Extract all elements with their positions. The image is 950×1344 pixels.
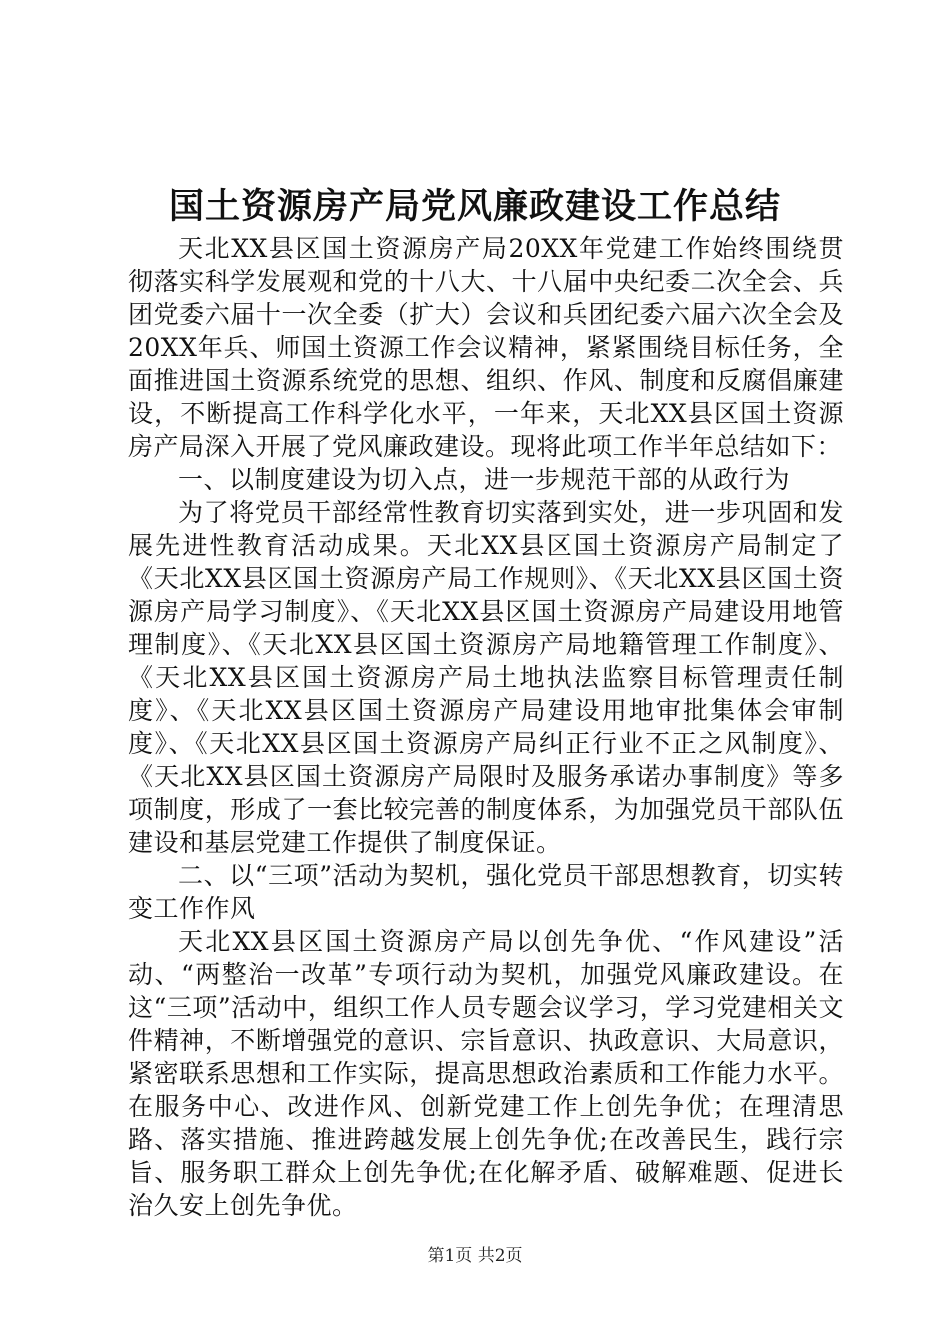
page-footer: 第1页 共2页 — [427, 1246, 523, 1266]
section-2-paragraph: 天北XX县区国土资源房产局以创先争优、“作风建设”活动、“两整治一改革”专项行动为契机，加强党风廉政建设。在这“三项”活动中，组织工作人员专题会议学习，学习党建相关文件精神，不断增强党的意识、宗旨意识、执政意识、大局意识，紧密联系思想和工作实际，提高思想政治素质和工作能力水平。在服务中心、改进作风、创新党建工作上创先争优；在理清思路、落实措施、推进跨越发展上创先争优;在改善民生，践行宗旨、服务职工群众上创先争优;在化解矛盾、破解难题、促进长治久安上创先争优。 — [128, 927, 844, 1220]
section-heading-2: 二、以“三项”活动为契机，强化党员干部思想教育，切实转变工作作风 — [128, 861, 844, 923]
document-body — [128, 232, 844, 1222]
section-heading-1: 一、以制度建设为切入点，进一步规范干部的从政行为 — [178, 465, 791, 494]
document-title: 国土资源房产局党风廉政建设工作总结 — [168, 186, 781, 227]
section-1-paragraph: 为了将党员干部经常性教育切实落到实处，进一步巩固和发展先进性教育活动成果。天北XX县区国土资源房产局制定了《天北XX县区国土资源房产局工作规则》、《天北XX县区国土资源房产局学习制度》、《天北XX县区国土资源房产局建设用地管理制度》、《天北XX县区国土资源房产局地籍管理工作制度》、《天北XX县区国土资源房产局土地执法监察目标管理责任制度》、《天北XX县区国土资源房产局建设用地审批集体会审制度》、《天北XX县区国土资源房产局纠正行业不正之风制度》、《天北XX县区国土资源房产局限时及服务承诺办事制度》等多项制度，形成了一套比较完善的制度体系，为加强党员干部队伍建设和基层党建工作提供了制度保证。 — [128, 498, 844, 857]
intro-paragraph: 天北XX县区国土资源房产局20XX年党建工作始终围绕贯彻落实科学发展观和党的十八大、十八届中央纪委二次全会、兵团党委六届十一次全委（扩大）会议和兵团纪委六届六次全会及20XX年兵、师国土资源工作会议精神，紧紧围绕目标任务，全面推进国土资源系统党的思想、组织、作风、制度和反腐倡廉建设，不断提高工作科学化水平，一年来，天北XX县区国土资源房产局深入开展了党风廉政建设。现将此项工作半年总结如下： — [128, 234, 844, 461]
